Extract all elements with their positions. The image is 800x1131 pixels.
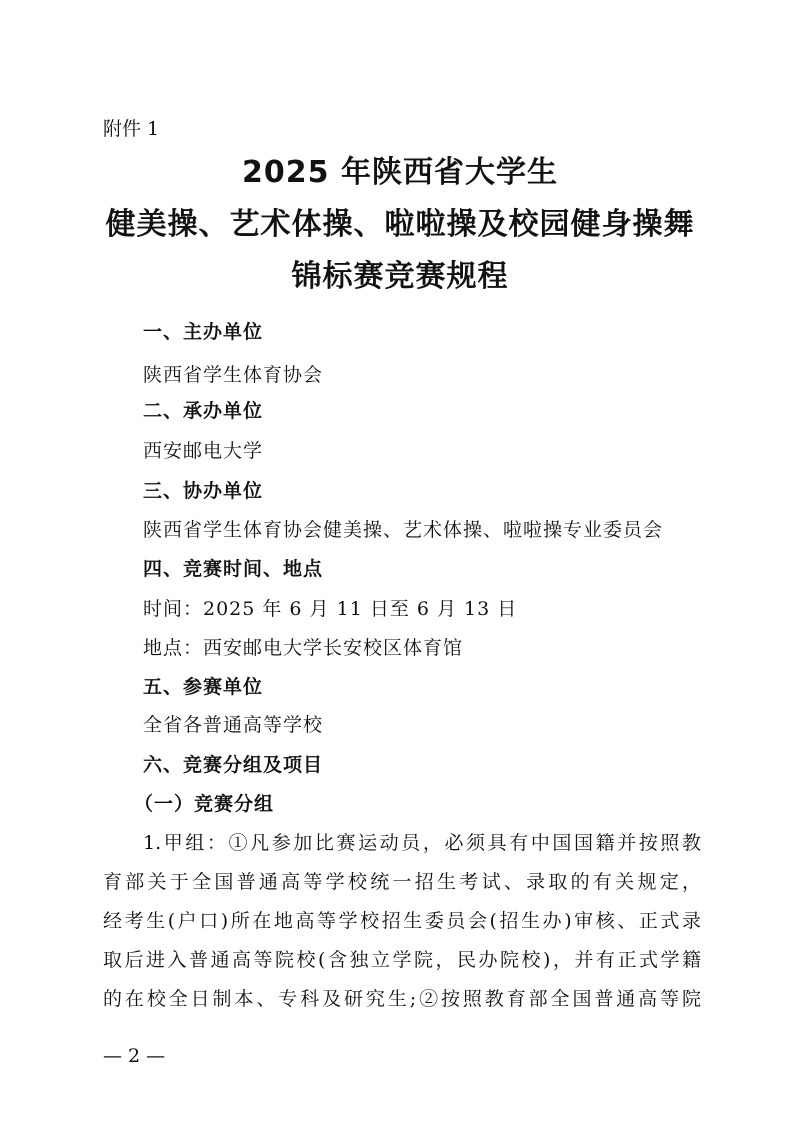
page-number: — 2 —	[103, 1045, 166, 1067]
paragraph-line: 1.甲组：①凡参加比赛运动员，必须具有中国国籍并按照教	[143, 832, 701, 854]
attachment-label: 附件 1	[103, 118, 160, 140]
section-heading-time-place: 四、竞赛时间、地点	[143, 558, 324, 580]
organizer-text: 陕西省学生体育协会	[143, 364, 324, 386]
title-line-3: 锦标赛竞赛规程	[291, 259, 509, 294]
paragraph-line: 的在校全日制本、专科及研究生;②按照教育部全国普通高等院	[103, 988, 701, 1010]
section-heading-co-organizer: 三、协办单位	[143, 480, 264, 502]
paragraph-line: 取后进入普通高等院校(含独立学院，民办院校)，并有正式学籍	[103, 949, 701, 971]
paragraph-line: 育部关于全国普通高等学校统一招生考试、录取的有关规定，	[103, 871, 701, 893]
section-heading-participants: 五、参赛单位	[143, 676, 264, 698]
title-line-2: 健美操、艺术体操、啦啦操及校园健身操舞	[105, 207, 695, 242]
section-heading-organizer: 一、主办单位	[143, 321, 264, 343]
host-text: 西安邮电大学	[143, 440, 264, 462]
title-line-1: 2025 年陕西省大学生	[242, 155, 558, 190]
time-text: 时间：2025 年 6 月 11 日至 6 月 13 日	[143, 598, 518, 620]
section-heading-groups: 六、竞赛分组及项目	[143, 754, 324, 776]
sub-heading-groups: （一）竞赛分组	[134, 793, 275, 815]
participants-text: 全省各普通高等学校	[143, 714, 324, 736]
paragraph-line: 经考生(户口)所在地高等学校招生委员会(招生办)审核、正式录	[103, 910, 701, 932]
place-text: 地点：西安邮电大学长安校区体育馆	[143, 637, 464, 659]
co-organizer-text: 陕西省学生体育协会健美操、艺术体操、啦啦操专业委员会	[143, 519, 664, 541]
section-heading-host: 二、承办单位	[143, 400, 264, 422]
